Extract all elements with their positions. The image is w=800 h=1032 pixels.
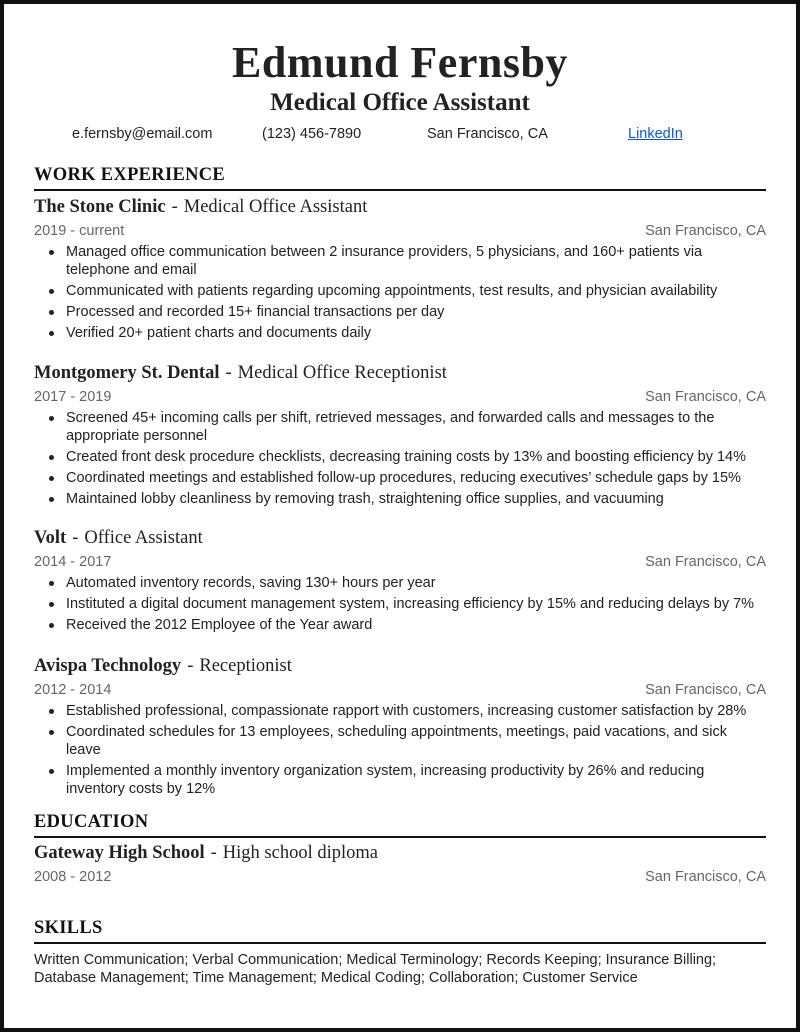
education-school: Gateway High School — [34, 843, 205, 863]
bullet-dot-icon — [49, 455, 54, 460]
bullet-dot-icon — [49, 602, 54, 607]
education-heading — [34, 843, 766, 867]
bullet-dot-icon — [49, 250, 54, 255]
job-role: Medical Office Assistant — [183, 197, 368, 217]
bullet-dot-icon — [49, 581, 54, 586]
job-meta — [34, 682, 766, 702]
bullet-dot-icon — [49, 310, 54, 315]
job-meta — [34, 389, 766, 409]
job-role: Medical Office Receptionist — [237, 363, 447, 383]
education-meta — [34, 869, 766, 889]
bullet-text: Created front desk procedure checklists, decreasing training costs by 13% and boosting efficiency by 14% — [66, 449, 746, 465]
education-location: San Francisco, CA — [645, 869, 766, 885]
bullet-item — [34, 303, 766, 321]
bullet-text: Managed office communication between 2 insurance providers, 5 physicians, and 160+ patients via telephone and email — [66, 244, 703, 278]
job-dates: 2014 - 2017 — [34, 554, 112, 570]
heading-separator: - — [171, 197, 178, 217]
skills-list: Written Communication; Verbal Communication; Medical Terminology; Records Keeping; Insurance Billing; Database Management; Time Management; Medical Coding; Collaboration; Customer Service — [34, 952, 717, 986]
education-degree: High school diploma — [222, 843, 378, 863]
education-entry — [34, 843, 766, 889]
contact-email: e.fernsby@email.com — [72, 126, 213, 142]
bullet-dot-icon — [49, 769, 54, 774]
job-location: San Francisco, CA — [645, 554, 766, 570]
bullet-item — [34, 490, 766, 508]
heading-separator: - — [72, 528, 79, 548]
bullet-dot-icon — [49, 289, 54, 294]
bullet-item — [34, 616, 766, 634]
job-role: Office Assistant — [84, 528, 203, 548]
job-dates: 2019 - current — [34, 223, 125, 239]
section-title-skills: SKILLS — [34, 918, 766, 944]
candidate-name: Edmund Fernsby — [232, 38, 568, 87]
bullet-text: Implemented a monthly inventory organization system, increasing productivity by 26% and reducing inventory costs by 12% — [66, 763, 705, 797]
bullet-dot-icon — [49, 709, 54, 714]
bullet-text: Processed and recorded 15+ financial transactions per day — [66, 304, 445, 320]
job-location: San Francisco, CA — [645, 223, 766, 239]
job-company: Volt — [34, 528, 67, 548]
job-meta — [34, 554, 766, 574]
bullet-item — [34, 409, 766, 445]
heading-separator: - — [225, 363, 232, 383]
bullet-text: Established professional, compassionate rapport with customers, increasing customer satisfaction by 28% — [66, 703, 747, 719]
bullet-item — [34, 469, 766, 487]
bullet-text: Maintained lobby cleanliness by removing trash, straightening office supplies, and vacuuming — [66, 491, 664, 507]
bullet-text: Verified 20+ patient charts and documents daily — [66, 325, 372, 341]
bullet-item — [34, 574, 766, 592]
candidate-title: Medical Office Assistant — [270, 89, 530, 116]
job-heading — [34, 656, 766, 680]
job-bullets — [34, 409, 766, 508]
job-bullets — [34, 243, 766, 342]
job-entry — [34, 197, 766, 345]
bullet-text: Communicated with patients regarding upcoming appointments, test results, and physician availability — [66, 283, 718, 299]
job-heading — [34, 197, 766, 221]
job-heading — [34, 363, 766, 387]
bullet-text: Screened 45+ incoming calls per shift, retrieved messages, and forwarded calls and messages to the appropriate personnel — [66, 410, 715, 444]
job-bullets — [34, 574, 766, 634]
bullet-dot-icon — [49, 416, 54, 421]
job-company: Montgomery St. Dental — [34, 363, 220, 383]
job-dates: 2012 - 2014 — [34, 682, 112, 698]
job-entry — [34, 363, 766, 511]
job-dates: 2017 - 2019 — [34, 389, 112, 405]
bullet-item — [34, 723, 766, 759]
bullet-item — [34, 448, 766, 466]
bullet-item — [34, 762, 766, 798]
job-role: Receptionist — [199, 656, 292, 676]
job-meta — [34, 223, 766, 243]
bullet-dot-icon — [49, 331, 54, 336]
education-dates: 2008 - 2012 — [34, 869, 112, 885]
contact-phone: (123) 456-7890 — [262, 126, 362, 142]
heading-separator: - — [210, 843, 217, 863]
bullet-text: Automated inventory records, saving 130+ hours per year — [66, 575, 436, 591]
bullet-text: Instituted a digital document management system, increasing efficiency by 15% and reducing delays by 7% — [66, 596, 755, 612]
job-bullets — [34, 702, 766, 798]
job-company: Avispa Technology — [34, 656, 182, 676]
heading-separator: - — [187, 656, 194, 676]
linkedin-link[interactable]: LinkedIn — [628, 126, 683, 142]
contact-location: San Francisco, CA — [427, 126, 548, 142]
bullet-item — [34, 595, 766, 613]
section-title-education: EDUCATION — [34, 812, 766, 838]
bullet-item — [34, 702, 766, 720]
bullet-item — [34, 282, 766, 300]
bullet-dot-icon — [49, 497, 54, 502]
job-entry — [34, 528, 766, 637]
bullet-dot-icon — [49, 476, 54, 481]
job-company: The Stone Clinic — [34, 197, 166, 217]
bullet-dot-icon — [49, 730, 54, 735]
bullet-text: Coordinated schedules for 13 employees, scheduling appointments, meetings, paid vacations, and sick leave — [66, 724, 727, 758]
bullet-dot-icon — [49, 623, 54, 628]
contact-line — [34, 126, 766, 146]
job-location: San Francisco, CA — [645, 389, 766, 405]
bullet-item — [34, 324, 766, 342]
bullet-text: Coordinated meetings and established follow-up procedures, reducing executives’ schedule gaps by 15% — [66, 470, 741, 486]
section-title-work: WORK EXPERIENCE — [34, 165, 766, 191]
bullet-item — [34, 243, 766, 279]
job-heading — [34, 528, 766, 552]
job-location: San Francisco, CA — [645, 682, 766, 698]
job-entry — [34, 656, 766, 801]
bullet-text: Received the 2012 Employee of the Year award — [66, 617, 373, 633]
